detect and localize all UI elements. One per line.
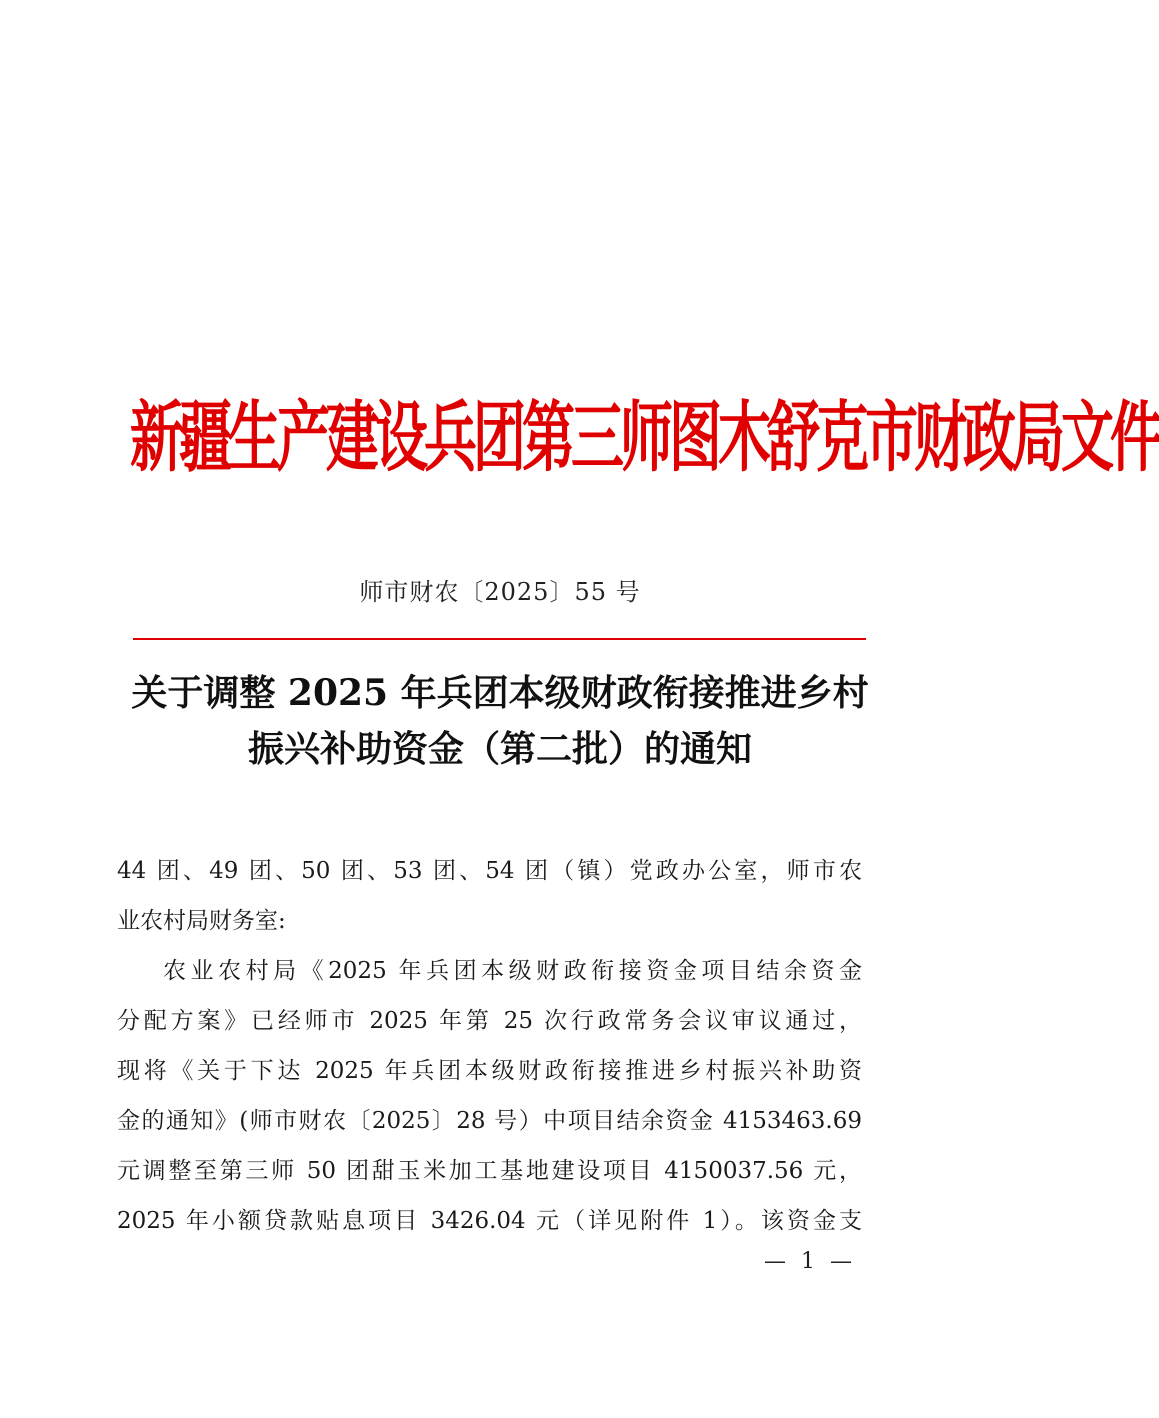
body-line-2: 分配方案》已经师市 2025 年第 25 次行政常务会议审议通过， xyxy=(117,1008,862,1034)
page-number: — 1 — xyxy=(764,1249,856,1274)
issuer-header: 新疆生产建设兵团第三师图木舒克市财政局文件 xyxy=(130,393,1159,483)
body-line-3: 现将《关于下达 2025 年兵团本级财政衔接推进乡村振兴补助资 xyxy=(117,1058,862,1084)
recipient-line-1: 44 团、49 团、50 团、53 团、54 团（镇）党政办公室，师市农 xyxy=(117,858,862,884)
document-title xyxy=(100,665,900,777)
recipient-line-2: 业农村局财务室: xyxy=(117,908,286,934)
title-line-1: 关于调整 2025 年兵团本级财政衔接推进乡村 xyxy=(131,672,869,714)
document-number: 师市财农〔2025〕55 号 xyxy=(359,578,641,606)
document-body xyxy=(117,846,862,1246)
body-line-1: 农业农村局《2025 年兵团本级财政衔接资金项目结余资金 xyxy=(163,958,862,984)
title-line-2: 振兴补助资金（第二批）的通知 xyxy=(247,728,752,770)
body-line-4: 金的通知》(师市财农〔2025〕28 号）中项目结余资金 4153463.69 xyxy=(117,1108,862,1134)
red-separator-line xyxy=(133,638,866,640)
body-line-6: 2025 年小额贷款贴息项目 3426.04 元（详见附件 1）。该资金支 xyxy=(117,1208,862,1234)
body-line-5: 元调整至第三师 50 团甜玉米加工基地建设项目 4150037.56 元， xyxy=(117,1158,862,1184)
